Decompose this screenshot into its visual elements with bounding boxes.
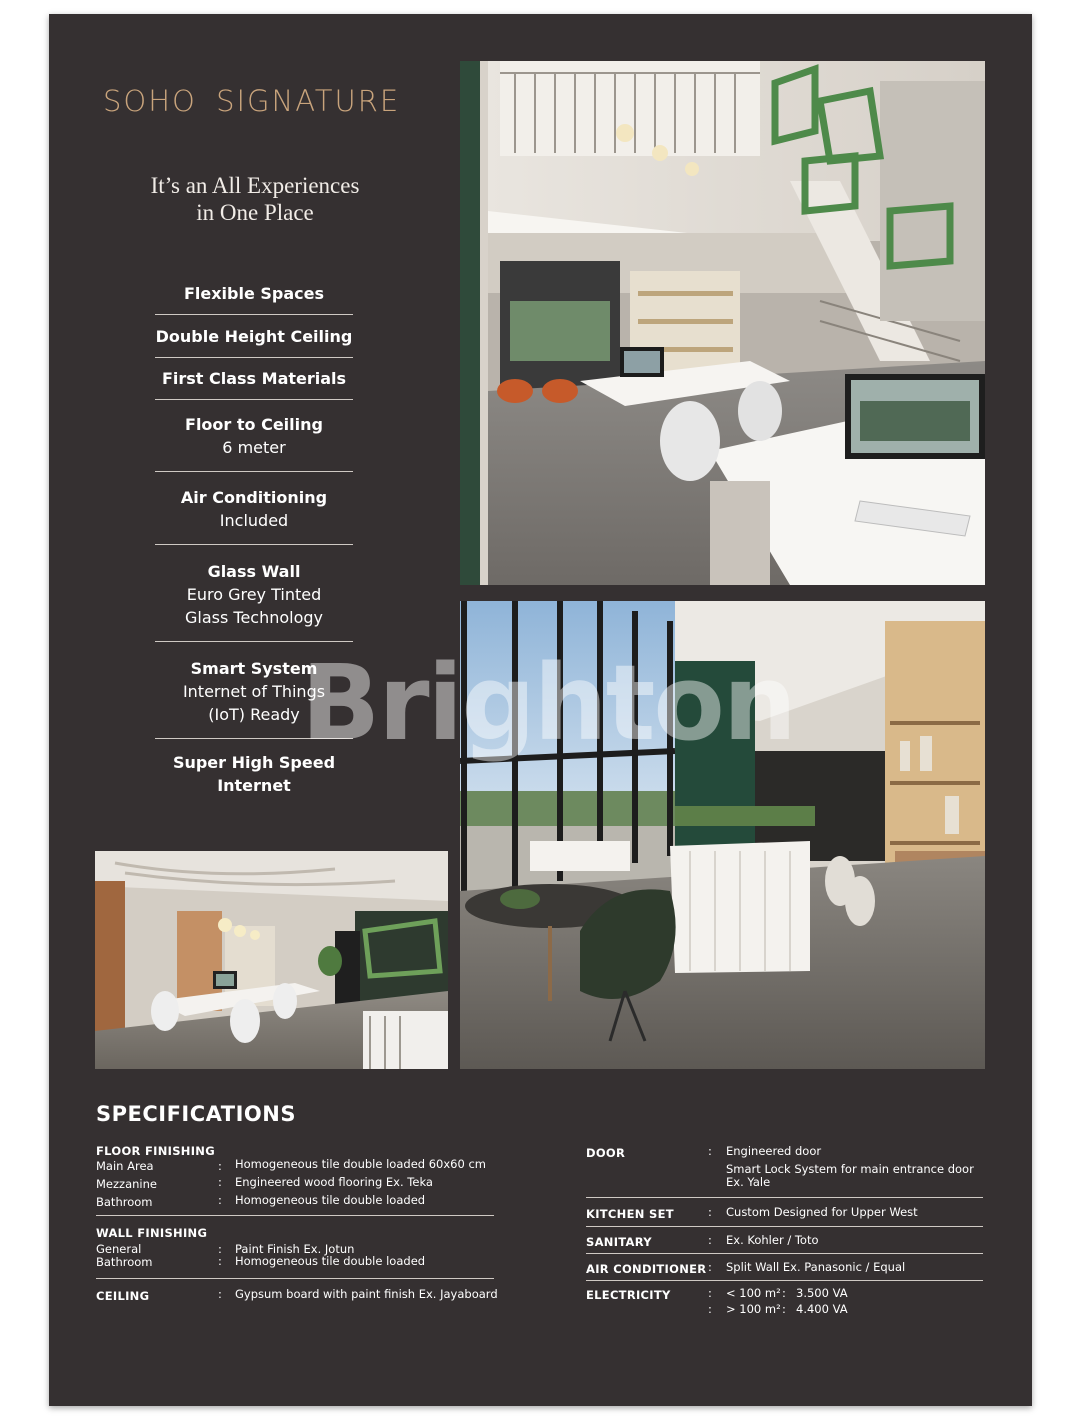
divider [586, 1197, 983, 1198]
spec-colon: : [708, 1144, 712, 1158]
spec-colon: : [218, 1287, 222, 1301]
brand-title: SOHO SIGNATURE [103, 84, 401, 118]
spec-value: Split Wall Ex. Panasonic / Equal [726, 1260, 906, 1274]
spec-colon: : [218, 1193, 222, 1207]
spec-key: > 100 m² [726, 1302, 781, 1316]
tagline [105, 172, 405, 226]
spec-key: Bathroom [96, 1255, 153, 1269]
spec-key: Bathroom [96, 1195, 153, 1209]
feature-item: Glass Wall Euro Grey Tinted Glass Technology [155, 545, 353, 642]
spec-colon: : [218, 1254, 222, 1268]
spec-value: Gypsum board with paint finish Ex. Jayaboard [235, 1287, 498, 1301]
spec-value: Homogeneous tile double loaded 60x60 cm [235, 1157, 486, 1171]
spec-value: Ex. Kohler / Toto [726, 1233, 819, 1247]
feature-item: First Class Materials [155, 358, 353, 400]
spec-left-column [96, 1144, 556, 1314]
spec-value: Engineered wood flooring Ex. Teka [235, 1175, 433, 1189]
feature-item: Floor to Ceiling 6 meter [155, 400, 353, 472]
spec-colon: : [218, 1159, 222, 1173]
photo-glass-wall-office [460, 601, 985, 1069]
spec-key: Main Area [96, 1159, 154, 1173]
spec-key: Mezzanine [96, 1177, 157, 1191]
feature-list [155, 282, 353, 797]
spec-colon: : [708, 1286, 712, 1300]
spec-colon: : [782, 1302, 786, 1316]
spec-colon: : [708, 1233, 712, 1247]
spec-value: Paint Finish Ex. Jotun [235, 1242, 355, 1256]
spec-value: Custom Designed for Upper West [726, 1205, 918, 1219]
spec-value: 4.400 VA [796, 1302, 848, 1316]
spec-value: 3.500 VA [796, 1286, 848, 1300]
feature-item: Double Height Ceiling [155, 315, 353, 358]
spec-aircon-label: AIR CONDITIONER [586, 1262, 707, 1276]
photo-mezzanine-office [460, 61, 985, 585]
spec-key: General [96, 1242, 142, 1256]
spec-colon: : [708, 1260, 712, 1274]
tagline-line-2: in One Place [196, 200, 314, 225]
spec-value: Homogeneous tile double loaded [235, 1254, 426, 1268]
tagline-line-1: It’s an All Experiences [150, 173, 360, 198]
spec-ceiling-label: CEILING [96, 1289, 150, 1303]
spec-electricity-label: ELECTRICITY [586, 1288, 671, 1302]
spec-door-label: DOOR [586, 1146, 626, 1160]
divider [96, 1215, 494, 1216]
feature-item: Flexible Spaces [155, 282, 353, 315]
spec-value: Ex. Yale [726, 1175, 771, 1189]
brochure-page [49, 14, 1032, 1406]
spec-colon: : [218, 1242, 222, 1256]
feature-item: Smart System Internet of Things (IoT) Ready [155, 642, 353, 739]
spec-value: Homogeneous tile double loaded [235, 1193, 426, 1207]
spec-kitchen-label: KITCHEN SET [586, 1207, 674, 1221]
spec-sanitary-label: SANITARY [586, 1235, 652, 1249]
feature-item: Super High Speed Internet [172, 753, 336, 795]
spec-colon: : [782, 1286, 786, 1300]
feature-item: Air Conditioning Included [155, 472, 353, 545]
spec-key: < 100 m² [726, 1286, 781, 1300]
spec-value: Engineered door [726, 1144, 822, 1158]
spec-colon: : [218, 1175, 222, 1189]
spec-colon: : [708, 1205, 712, 1219]
spec-colon: : [708, 1302, 712, 1316]
divider [586, 1253, 983, 1254]
specifications-title: SPECIFICATIONS [96, 1102, 296, 1126]
spec-wall-finishing-label: WALL FINISHING [96, 1226, 208, 1240]
photo-open-workspace [95, 851, 448, 1069]
divider [96, 1278, 494, 1279]
spec-value: Smart Lock System for main entrance door [726, 1162, 974, 1176]
spec-right-column [586, 1142, 986, 1316]
spec-floor-finishing-label: FLOOR FINISHING [96, 1144, 215, 1158]
divider [586, 1226, 983, 1227]
watermark-text: Brighton [301, 642, 795, 764]
divider [586, 1280, 983, 1281]
